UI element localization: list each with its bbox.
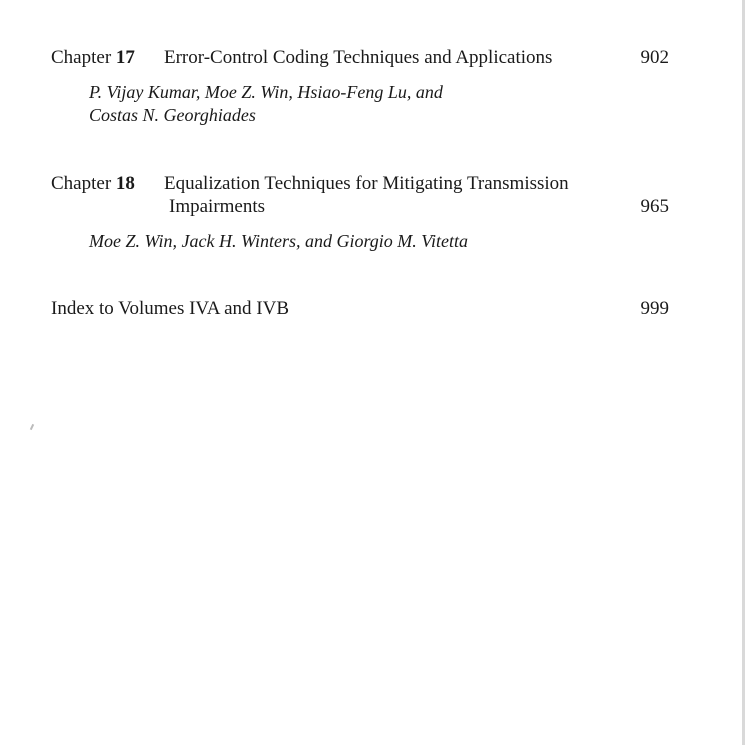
chapter-18-authors [89,230,671,253]
chapter-17-heading [51,46,671,69]
chapter-18-title [164,172,671,218]
chapter-18-page-number: 965 [640,196,669,217]
index-label: Index to Volumes IVA and IVB [51,298,290,319]
toc-entry-index [51,297,671,320]
chapter-number: 17 [115,47,135,68]
chapter-18-heading [51,172,671,218]
scan-speck [30,424,34,430]
toc-entry-chapter-18 [51,172,671,253]
index-page-number: 999 [640,298,669,319]
chapter-18-label [51,172,164,195]
chapter-17-authors [89,81,671,127]
toc-entry-chapter-17 [51,46,671,127]
chapter-18-title-line-2: Impairments [169,196,266,217]
chapter-word: Chapter [51,173,112,194]
chapter-word: Chapter [51,47,112,68]
authors-line: Moe Z. Win, Jack H. Winters, and Giorgio M. Vitetta [89,231,468,251]
authors-line: P. Vijay Kumar, Moe Z. Win, Hsiao-Feng Lu, and [89,82,443,102]
chapter-number: 18 [115,173,135,194]
chapter-18-title-line-1: Equalization Techniques for Mitigating Transmission [164,173,569,194]
index-row [51,297,671,320]
chapter-17-label [51,46,164,69]
chapter-17-page-number: 902 [640,47,669,68]
chapter-17-title: Error-Control Coding Techniques and Applications [164,47,553,68]
authors-line: Costas N. Georghiades [89,105,256,125]
